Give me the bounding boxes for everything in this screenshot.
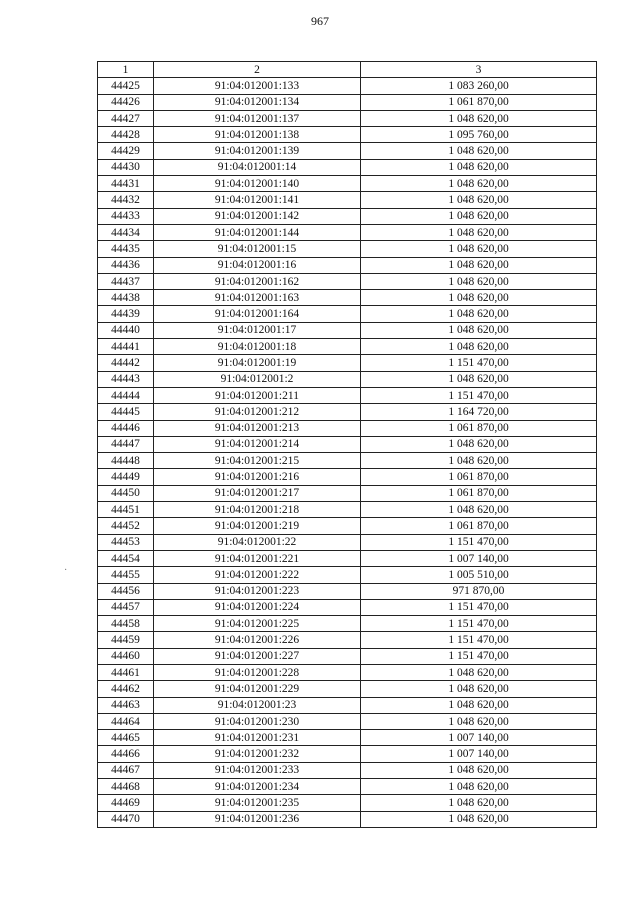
table-row [98, 746, 597, 762]
cadastral-value-cell: 1 005 510,00 [361, 567, 597, 583]
cadastral-number-cell: 91:04:012001:16 [154, 257, 361, 273]
cadastral-number-cell: 91:04:012001:144 [154, 224, 361, 240]
table-row [98, 78, 597, 94]
cadastral-value-cell: 1 151 470,00 [361, 534, 597, 550]
cadastral-number-cell: 91:04:012001:133 [154, 78, 361, 94]
cadastral-value-cell: 1 048 620,00 [361, 779, 597, 795]
cadastral-number-cell: 91:04:012001:162 [154, 273, 361, 289]
table-row [98, 518, 597, 534]
table-row [98, 697, 597, 713]
cadastral-number-cell: 91:04:012001:227 [154, 648, 361, 664]
cadastral-value-cell: 1 151 470,00 [361, 616, 597, 632]
column-header-cadastral-value: 3 [361, 62, 597, 78]
table-row [98, 159, 597, 175]
table-row [98, 762, 597, 778]
table-row [98, 599, 597, 615]
table-row [98, 143, 597, 159]
row-number-cell: 44444 [98, 387, 154, 403]
cadastral-number-cell: 91:04:012001:163 [154, 290, 361, 306]
table-row [98, 371, 597, 387]
cadastral-value-cell: 1 048 620,00 [361, 795, 597, 811]
cadastral-value-cell: 1 048 620,00 [361, 290, 597, 306]
row-number-cell: 44436 [98, 257, 154, 273]
row-number-cell: 44431 [98, 176, 154, 192]
cadastral-number-cell: 91:04:012001:14 [154, 159, 361, 175]
table-row [98, 681, 597, 697]
cadastral-number-cell: 91:04:012001:215 [154, 453, 361, 469]
cadastral-number-cell: 91:04:012001:228 [154, 664, 361, 680]
table-row [98, 224, 597, 240]
cadastral-value-cell: 1 151 470,00 [361, 632, 597, 648]
row-number-cell: 44454 [98, 550, 154, 566]
table-row [98, 648, 597, 664]
table-body [98, 78, 597, 828]
row-number-cell: 44450 [98, 485, 154, 501]
row-number-cell: 44457 [98, 599, 154, 615]
cadastral-value-cell: 1 048 620,00 [361, 110, 597, 126]
table-row [98, 257, 597, 273]
table-row [98, 632, 597, 648]
cadastral-value-cell: 1 048 620,00 [361, 224, 597, 240]
cadastral-number-cell: 91:04:012001:230 [154, 713, 361, 729]
row-number-cell: 44446 [98, 420, 154, 436]
cadastral-value-cell: 1 061 870,00 [361, 485, 597, 501]
cadastral-number-cell: 91:04:012001:226 [154, 632, 361, 648]
cadastral-number-cell: 91:04:012001:217 [154, 485, 361, 501]
row-number-cell: 44430 [98, 159, 154, 175]
cadastral-value-cell: 1 048 620,00 [361, 681, 597, 697]
table-row [98, 485, 597, 501]
table-row [98, 616, 597, 632]
row-number-cell: 44449 [98, 469, 154, 485]
cadastral-value-cell: 1 061 870,00 [361, 518, 597, 534]
cadastral-value-cell: 1 048 620,00 [361, 453, 597, 469]
row-number-cell: 44426 [98, 94, 154, 110]
cadastral-value-cell: 1 048 620,00 [361, 143, 597, 159]
cadastral-number-cell: 91:04:012001:19 [154, 355, 361, 371]
row-number-cell: 44442 [98, 355, 154, 371]
cadastral-number-cell: 91:04:012001:141 [154, 192, 361, 208]
row-number-cell: 44458 [98, 616, 154, 632]
cadastral-value-cell: 1 048 620,00 [361, 306, 597, 322]
row-number-cell: 44445 [98, 404, 154, 420]
row-number-cell: 44451 [98, 502, 154, 518]
table-row [98, 583, 597, 599]
table-row [98, 322, 597, 338]
cadastral-number-cell: 91:04:012001:232 [154, 746, 361, 762]
cadastral-value-cell: 1 151 470,00 [361, 387, 597, 403]
cadastral-value-cell: 1 007 140,00 [361, 730, 597, 746]
table-row [98, 127, 597, 143]
row-number-cell: 44460 [98, 648, 154, 664]
table-row [98, 664, 597, 680]
row-number-cell: 44461 [98, 664, 154, 680]
table-row [98, 404, 597, 420]
cadastral-value-cell: 1 048 620,00 [361, 502, 597, 518]
cadastral-value-cell: 1 151 470,00 [361, 355, 597, 371]
table-row [98, 713, 597, 729]
cadastral-value-table [97, 61, 597, 828]
cadastral-number-cell: 91:04:012001:225 [154, 616, 361, 632]
table-row [98, 110, 597, 126]
cadastral-value-cell: 1 048 620,00 [361, 241, 597, 257]
cadastral-number-cell: 91:04:012001:235 [154, 795, 361, 811]
cadastral-value-cell: 971 870,00 [361, 583, 597, 599]
table-row [98, 534, 597, 550]
cadastral-number-cell: 91:04:012001:139 [154, 143, 361, 159]
cadastral-number-cell: 91:04:012001:22 [154, 534, 361, 550]
column-header-number: 1 [98, 62, 154, 78]
cadastral-value-cell: 1 048 620,00 [361, 257, 597, 273]
cadastral-value-cell: 1 061 870,00 [361, 94, 597, 110]
row-number-cell: 44441 [98, 339, 154, 355]
cadastral-value-cell: 1 048 620,00 [361, 762, 597, 778]
cadastral-number-cell: 91:04:012001:18 [154, 339, 361, 355]
row-number-cell: 44452 [98, 518, 154, 534]
table-row [98, 779, 597, 795]
cadastral-value-cell: 1 151 470,00 [361, 599, 597, 615]
table-row [98, 306, 597, 322]
row-number-cell: 44429 [98, 143, 154, 159]
cadastral-number-cell: 91:04:012001:218 [154, 502, 361, 518]
cadastral-number-cell: 91:04:012001:222 [154, 567, 361, 583]
row-number-cell: 44435 [98, 241, 154, 257]
cadastral-value-cell: 1 048 620,00 [361, 713, 597, 729]
row-number-cell: 44434 [98, 224, 154, 240]
table-row [98, 811, 597, 827]
cadastral-value-cell: 1 048 620,00 [361, 436, 597, 452]
row-number-cell: 44455 [98, 567, 154, 583]
cadastral-number-cell: 91:04:012001:137 [154, 110, 361, 126]
table-row [98, 730, 597, 746]
row-number-cell: 44465 [98, 730, 154, 746]
table-row [98, 94, 597, 110]
row-number-cell: 44433 [98, 208, 154, 224]
cadastral-number-cell: 91:04:012001:212 [154, 404, 361, 420]
row-number-cell: 44467 [98, 762, 154, 778]
cadastral-value-cell: 1 048 620,00 [361, 697, 597, 713]
cadastral-value-cell: 1 083 260,00 [361, 78, 597, 94]
row-number-cell: 44464 [98, 713, 154, 729]
row-number-cell: 44469 [98, 795, 154, 811]
cadastral-value-cell: 1 048 620,00 [361, 339, 597, 355]
row-number-cell: 44438 [98, 290, 154, 306]
table-row [98, 208, 597, 224]
table-row [98, 550, 597, 566]
table-row [98, 176, 597, 192]
table-row [98, 355, 597, 371]
cadastral-number-cell: 91:04:012001:23 [154, 697, 361, 713]
row-number-cell: 44432 [98, 192, 154, 208]
row-number-cell: 44447 [98, 436, 154, 452]
row-number-cell: 44470 [98, 811, 154, 827]
table-header-row [98, 62, 597, 78]
cadastral-value-cell: 1 007 140,00 [361, 550, 597, 566]
cadastral-number-cell: 91:04:012001:221 [154, 550, 361, 566]
cadastral-value-cell: 1 048 620,00 [361, 273, 597, 289]
cadastral-number-cell: 91:04:012001:211 [154, 387, 361, 403]
cadastral-number-cell: 91:04:012001:15 [154, 241, 361, 257]
table-row [98, 436, 597, 452]
cadastral-number-cell: 91:04:012001:224 [154, 599, 361, 615]
cadastral-value-cell: 1 007 140,00 [361, 746, 597, 762]
cadastral-number-cell: 91:04:012001:213 [154, 420, 361, 436]
cadastral-number-cell: 91:04:012001:229 [154, 681, 361, 697]
column-header-cadastral-number: 2 [154, 62, 361, 78]
cadastral-number-cell: 91:04:012001:223 [154, 583, 361, 599]
cadastral-value-cell: 1 061 870,00 [361, 420, 597, 436]
cadastral-value-cell: 1 061 870,00 [361, 469, 597, 485]
page-number: 967 [311, 14, 329, 28]
row-number-cell: 44453 [98, 534, 154, 550]
row-number-cell: 44440 [98, 322, 154, 338]
cadastral-number-cell: 91:04:012001:234 [154, 779, 361, 795]
cadastral-value-cell: 1 048 620,00 [361, 208, 597, 224]
row-number-cell: 44437 [98, 273, 154, 289]
cadastral-value-cell: 1 048 620,00 [361, 159, 597, 175]
cadastral-value-cell: 1 048 620,00 [361, 192, 597, 208]
cadastral-number-cell: 91:04:012001:134 [154, 94, 361, 110]
cadastral-value-cell: 1 095 760,00 [361, 127, 597, 143]
cadastral-number-cell: 91:04:012001:216 [154, 469, 361, 485]
row-number-cell: 44425 [98, 78, 154, 94]
cadastral-number-cell: 91:04:012001:219 [154, 518, 361, 534]
table-row [98, 795, 597, 811]
table-row [98, 339, 597, 355]
cadastral-number-cell: 91:04:012001:164 [154, 306, 361, 322]
table-row [98, 273, 597, 289]
cadastral-number-cell: 91:04:012001:231 [154, 730, 361, 746]
table-row [98, 502, 597, 518]
cadastral-value-cell: 1 048 620,00 [361, 322, 597, 338]
cadastral-value-cell: 1 048 620,00 [361, 811, 597, 827]
cadastral-number-cell: 91:04:012001:236 [154, 811, 361, 827]
table-row [98, 290, 597, 306]
table-row [98, 241, 597, 257]
row-number-cell: 44468 [98, 779, 154, 795]
cadastral-value-cell: 1 151 470,00 [361, 648, 597, 664]
cadastral-number-cell: 91:04:012001:138 [154, 127, 361, 143]
table-row [98, 453, 597, 469]
cadastral-number-cell: 91:04:012001:233 [154, 762, 361, 778]
row-number-cell: 44466 [98, 746, 154, 762]
row-number-cell: 44443 [98, 371, 154, 387]
row-number-cell: 44427 [98, 110, 154, 126]
row-number-cell: 44439 [98, 306, 154, 322]
row-number-cell: 44428 [98, 127, 154, 143]
table-row [98, 420, 597, 436]
cadastral-number-cell: 91:04:012001:142 [154, 208, 361, 224]
row-number-cell: 44459 [98, 632, 154, 648]
cadastral-number-cell: 91:04:012001:2 [154, 371, 361, 387]
row-number-cell: 44456 [98, 583, 154, 599]
cadastral-value-cell: 1 048 620,00 [361, 371, 597, 387]
table-row [98, 469, 597, 485]
row-number-cell: 44462 [98, 681, 154, 697]
cadastral-number-cell: 91:04:012001:214 [154, 436, 361, 452]
row-number-cell: 44448 [98, 453, 154, 469]
cadastral-number-cell: 91:04:012001:140 [154, 176, 361, 192]
table-row [98, 567, 597, 583]
cadastral-value-cell: 1 048 620,00 [361, 176, 597, 192]
row-number-cell: 44463 [98, 697, 154, 713]
table-row [98, 387, 597, 403]
cadastral-value-cell: 1 048 620,00 [361, 664, 597, 680]
cadastral-value-cell: 1 164 720,00 [361, 404, 597, 420]
table-row [98, 192, 597, 208]
scan-speck: · [64, 565, 68, 576]
cadastral-number-cell: 91:04:012001:17 [154, 322, 361, 338]
